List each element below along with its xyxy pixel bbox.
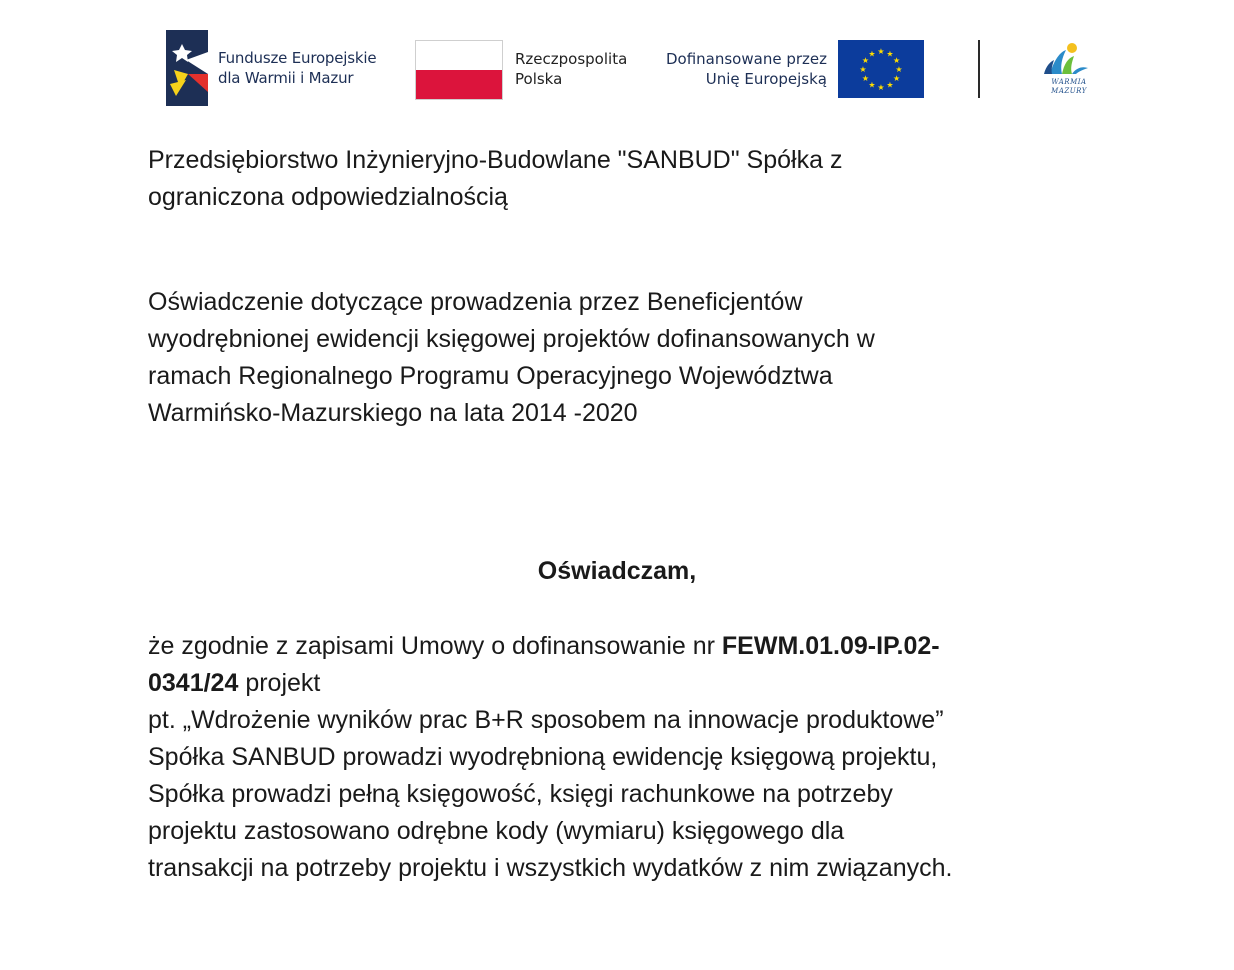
warmia-mazury-logo [1036,38,1098,102]
declaration-line5: Spółka prowadzi pełną księgowość, księgi rachunkowe na potrzeby [148,780,893,808]
declaration-line2-suffix: projekt [238,669,321,697]
subject-line2: wyodrębnionej ewidencji księgowej projektów dofinansowanych w [148,325,875,353]
eu-star-icon: ★ [868,80,876,90]
declaration-line7: transakcji na potrzeby projektu i wszystkich wydatków z nim związanych. [148,854,953,882]
fe-line2: dla Warmii i Mazur [218,69,354,87]
wm-line1: WARMIA [1051,78,1087,86]
polish-flag-icon [415,40,503,100]
eu-star-icon: ★ [861,56,869,65]
company-line2: ograniczona odpowiedzialnością [148,183,508,211]
eu-star-icon: ★ [859,65,867,74]
eu-star-icon: ★ [895,65,903,74]
company-name [148,142,1108,216]
logo-divider [978,40,980,98]
warmia-mazury-icon [1036,38,1098,78]
subject-line3: ramach Regionalnego Programu Operacyjnego Województwa [148,362,833,390]
fe-logo-text [218,48,376,88]
logo-bar [0,0,1234,130]
rp-line1: Rzeczpospolita [515,50,628,68]
eu-star-icon: ★ [886,80,894,90]
eu-flag-icon [838,40,924,98]
eu-star-icon: ★ [893,56,901,65]
declaration-heading: Oświadczam, [537,557,697,585]
declaration-line4: Spółka SANBUD prowadzi wyodrębnioną ewidencję księgową projektu, [148,743,938,771]
eu-star-icon: ★ [877,83,885,92]
ue-line2: Unię Europejską [705,70,827,88]
declaration-line1-prefix: że zgodnie z zapisami Umowy o dofinansowanie nr [148,632,722,660]
subject-line1: Oświadczenie dotyczące prowadzenia przez Beneficjentów [148,288,803,316]
wm-logo-text [1040,78,1098,96]
ue-logo-text [662,49,827,89]
declaration-line2 [148,665,1108,702]
contract-number-part2: 0341/24 [148,669,239,697]
contract-number-part1: FEWM.01.09-IP.02- [721,632,940,660]
eu-star-icon: ★ [886,49,894,59]
ue-line1: Dofinansowane przez [665,50,827,68]
project-title-line: pt. „Wdrożenie wyników prac B+R sposobem na innowacje produktowe” [148,706,944,734]
eu-star-icon: ★ [877,47,885,56]
rp-line2: Polska [515,70,563,88]
eu-star-icon: ★ [893,74,901,83]
subject-line4: Warmińsko-Mazurskiego na lata 2014 -2020 [148,399,638,427]
fe-logo-icon [166,30,208,106]
wm-line2: MAZURY [1051,87,1087,95]
company-line1: Przedsiębiorstwo Inżynieryjno-Budowlane "SANBUD" Spółka z [148,146,843,174]
declaration-body [148,628,1108,887]
rp-logo-text [515,49,627,89]
declaration-line6: projektu zastosowano odrębne kody (wymiaru) księgowego dla [148,817,845,845]
eu-star-icon: ★ [861,74,869,83]
declaration-line1 [148,628,1108,665]
fe-line1: Fundusze Europejskie [218,49,377,67]
statement-subject [148,284,1108,432]
eu-star-icon: ★ [868,49,876,59]
